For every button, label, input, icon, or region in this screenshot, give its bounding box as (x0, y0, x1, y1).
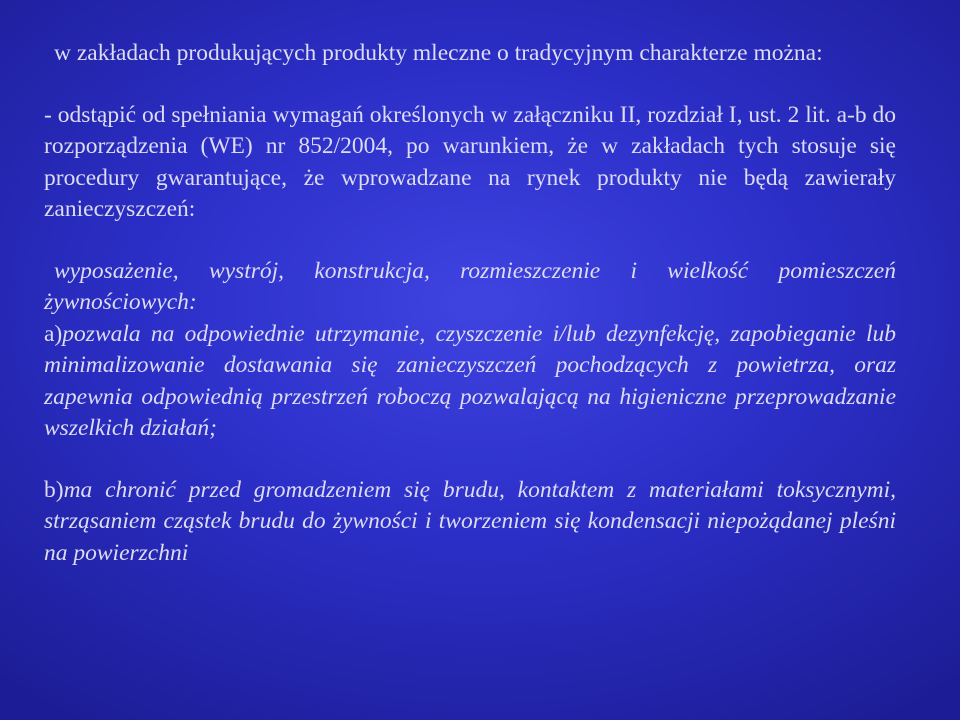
item-a-text: pozwala na odpowiednie utrzymanie, czyszczenie i/lub dezynfekcję, zapobieganie lub minimalizowanie dostawania się zanieczyszczeń pochodzących z powietrza, oraz zapewnia odpowiednią przestrzeń roboczą pozwalającą na higieniczne przeprowadzanie wszelkich działań; (44, 320, 896, 441)
item-b-prefix: b) (44, 476, 64, 503)
item-b-text: ma chronić przed gromadzeniem się brudu, kontaktem z materiałami toksycznymi, strząsaniem cząstek brudu do żywności i tworzeniem się kondensacji niepożądanej pleśni na powierzchni (44, 476, 896, 566)
requirement-heading-text: wyposażenie, wystrój, konstrukcja, rozmieszczenie i wielkość pomieszczeń żywnościowych: (44, 257, 896, 315)
spacer (44, 445, 896, 475)
requirement-heading (44, 256, 896, 319)
intro-text: w zakładach produkujących produkty mleczne o tradycyjnym charakterze można: (54, 40, 823, 66)
item-a-prefix: a) (44, 320, 63, 347)
slide-content (44, 38, 896, 569)
derogation-paragraph: - odstąpić od spełniania wymagań określonych w załączniku II, rozdział I, ust. 2 lit. a-b do rozporządzenia (WE) nr 852/2004, po warunkiem, że w zakładach tych stosuje się procedury gwarantujące, że wprowadzane na rynek produkty nie będą zawierały zanieczyszczeń: (44, 101, 896, 222)
spacer (44, 226, 896, 256)
spacer (44, 70, 896, 100)
item-b (44, 475, 896, 570)
item-a (44, 319, 896, 445)
intro-paragraph (44, 38, 896, 70)
